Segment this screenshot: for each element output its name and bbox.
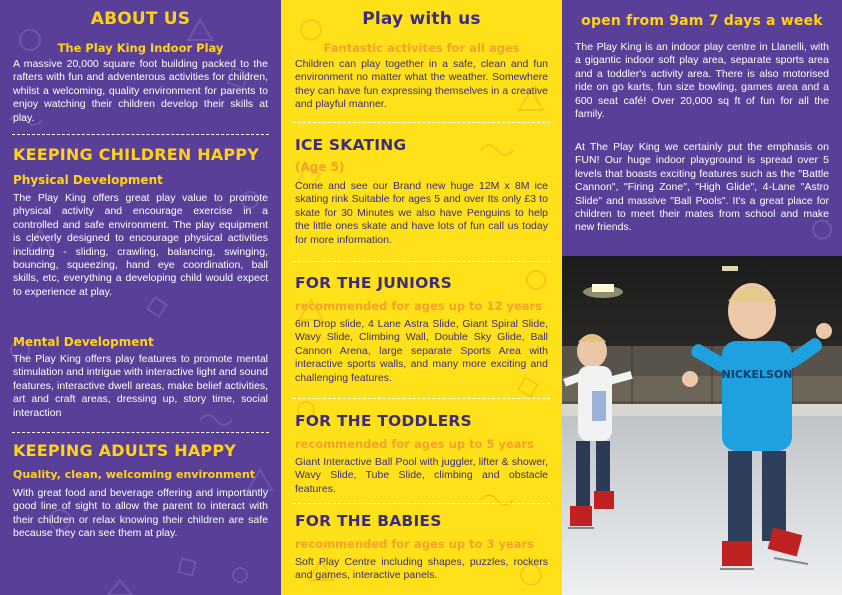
juniors-age-subheading: recommended for ages up to 12 years [295, 299, 543, 313]
ice-skating-heading: ICE SKATING [295, 136, 407, 154]
shirt-print-text: NICKELSON [721, 368, 793, 381]
quality-environment-subheading: Quality, clean, welcoming environment [13, 468, 256, 481]
keeping-children-happy-heading: KEEPING CHILDREN HAPPY [13, 145, 260, 164]
play-with-us-heading: Play with us [362, 9, 481, 29]
ice-skating-children-photo [562, 256, 842, 595]
for-the-juniors-text: 6m Drop slide, 4 Lane Astra Slide, Giant Spiral Slide, Wavy Slide, Climbing Wall, Double Sky Glide, Ball Cannon Arena, large separate Sports Area with interactive sports walls, and many more exciting and challenging features. [295, 318, 548, 384]
keeping-adults-happy-heading: KEEPING ADULTS HAPPY [13, 441, 237, 460]
divider [293, 122, 550, 123]
about-us-text: A massive 20,000 square foot building packed to the rafters with fun and adventerous activities for children, whilst a welcoming, quality environment for parents to enjoy watching their children develop their skills at play. [13, 58, 268, 124]
about-us-heading: ABOUT US [90, 9, 191, 29]
for-the-juniors-heading: FOR THE JUNIORS [295, 274, 452, 292]
toddlers-age-subheading: recommended for ages up to 5 years [295, 437, 535, 451]
quality-environment-text: With great food and beverage offering and importantly good line of sight to allow the parent to interact with their children or relax knowing their children are safe because they can see them at play. [13, 487, 268, 540]
physical-development-subheading: Physical Development [13, 173, 163, 187]
play-with-us-text: Children can play together in a safe, clean and fun environment no matter what the weather. Somewhere they can have fun expressing themselves in a creative and playful manner. [295, 58, 548, 111]
for-the-babies-heading: FOR THE BABIES [295, 512, 442, 530]
for-the-babies-text: Soft Play Centre including shapes, puzzles, rockers and games, interactive panels. [295, 556, 548, 582]
ice-skating-age-subheading: (Age 5) [295, 160, 345, 174]
mental-development-subheading: Mental Development [13, 335, 154, 349]
divider [12, 134, 269, 135]
middle-panel [281, 0, 562, 595]
about-play-king-text: The Play King is an indoor play centre in Llanelli, with a gigantic indoor soft play area, separate sports area and a toddler's activity area. There is also motorised ride on go karts, fun size bowling, games area and a 600 seat café! Over 20,000 sq ft of fun for all the family. [575, 41, 829, 121]
opening-hours-heading: open from 9am 7 days a week [581, 13, 823, 29]
physical-development-text: The Play King offers great play value to promote physical activity and encourage exercise in a controlled and safe environment. The play equipment is cleverly designed to encourage physical activities including - sliding, crawling, balancing, swinging, bouncing, squeezing, hand eye coordination, ball skills, etc, everything a developing child would expect to experience at play. [13, 192, 268, 298]
play-with-us-subheading: Fantastic activites for all ages [323, 41, 520, 55]
divider [12, 432, 269, 433]
photo-illustration [562, 256, 842, 595]
divider [293, 398, 550, 399]
mental-development-text: The Play King offers play features to promote mental stimulation and intrigue with interactive light and sound features, interactive dwell areas, make belief activities, art and craft areas, dressing up, story time, social interaction [13, 353, 268, 419]
ice-skating-text: Come and see our Brand new huge 12M x 8M ice skating rink Suitable for ages 5 and over Its only £3 to skate for 30 Minutes we also have Penguins to help the little ones skate and have lots of fun call us today for more information. [295, 180, 548, 246]
divider [293, 261, 550, 262]
babies-age-subheading: recommended for ages up to 3 years [295, 537, 535, 551]
for-the-toddlers-heading: FOR THE TODDLERS [295, 412, 472, 430]
left-panel [0, 0, 281, 595]
emphasis-on-fun-text: At The Play King we certainly put the emphasis on FUN! Our huge indoor playground is spread over 5 levels that boasts exciting features such as the "Battle Cannon", "Firing Zone", "High Glide", 4-Lane "Astro Slide" and massive "Ball Pools". It's a great place for children to meet their mates from school and make new friends. [575, 141, 829, 234]
for-the-toddlers-text: Giant Interactive Ball Pool with juggler, lifter & shower, Wavy Slide, Tube Slide, climbing and obstacle features. [295, 456, 548, 495]
divider [293, 503, 550, 504]
about-us-subheading: The Play King Indoor Play [57, 41, 224, 55]
